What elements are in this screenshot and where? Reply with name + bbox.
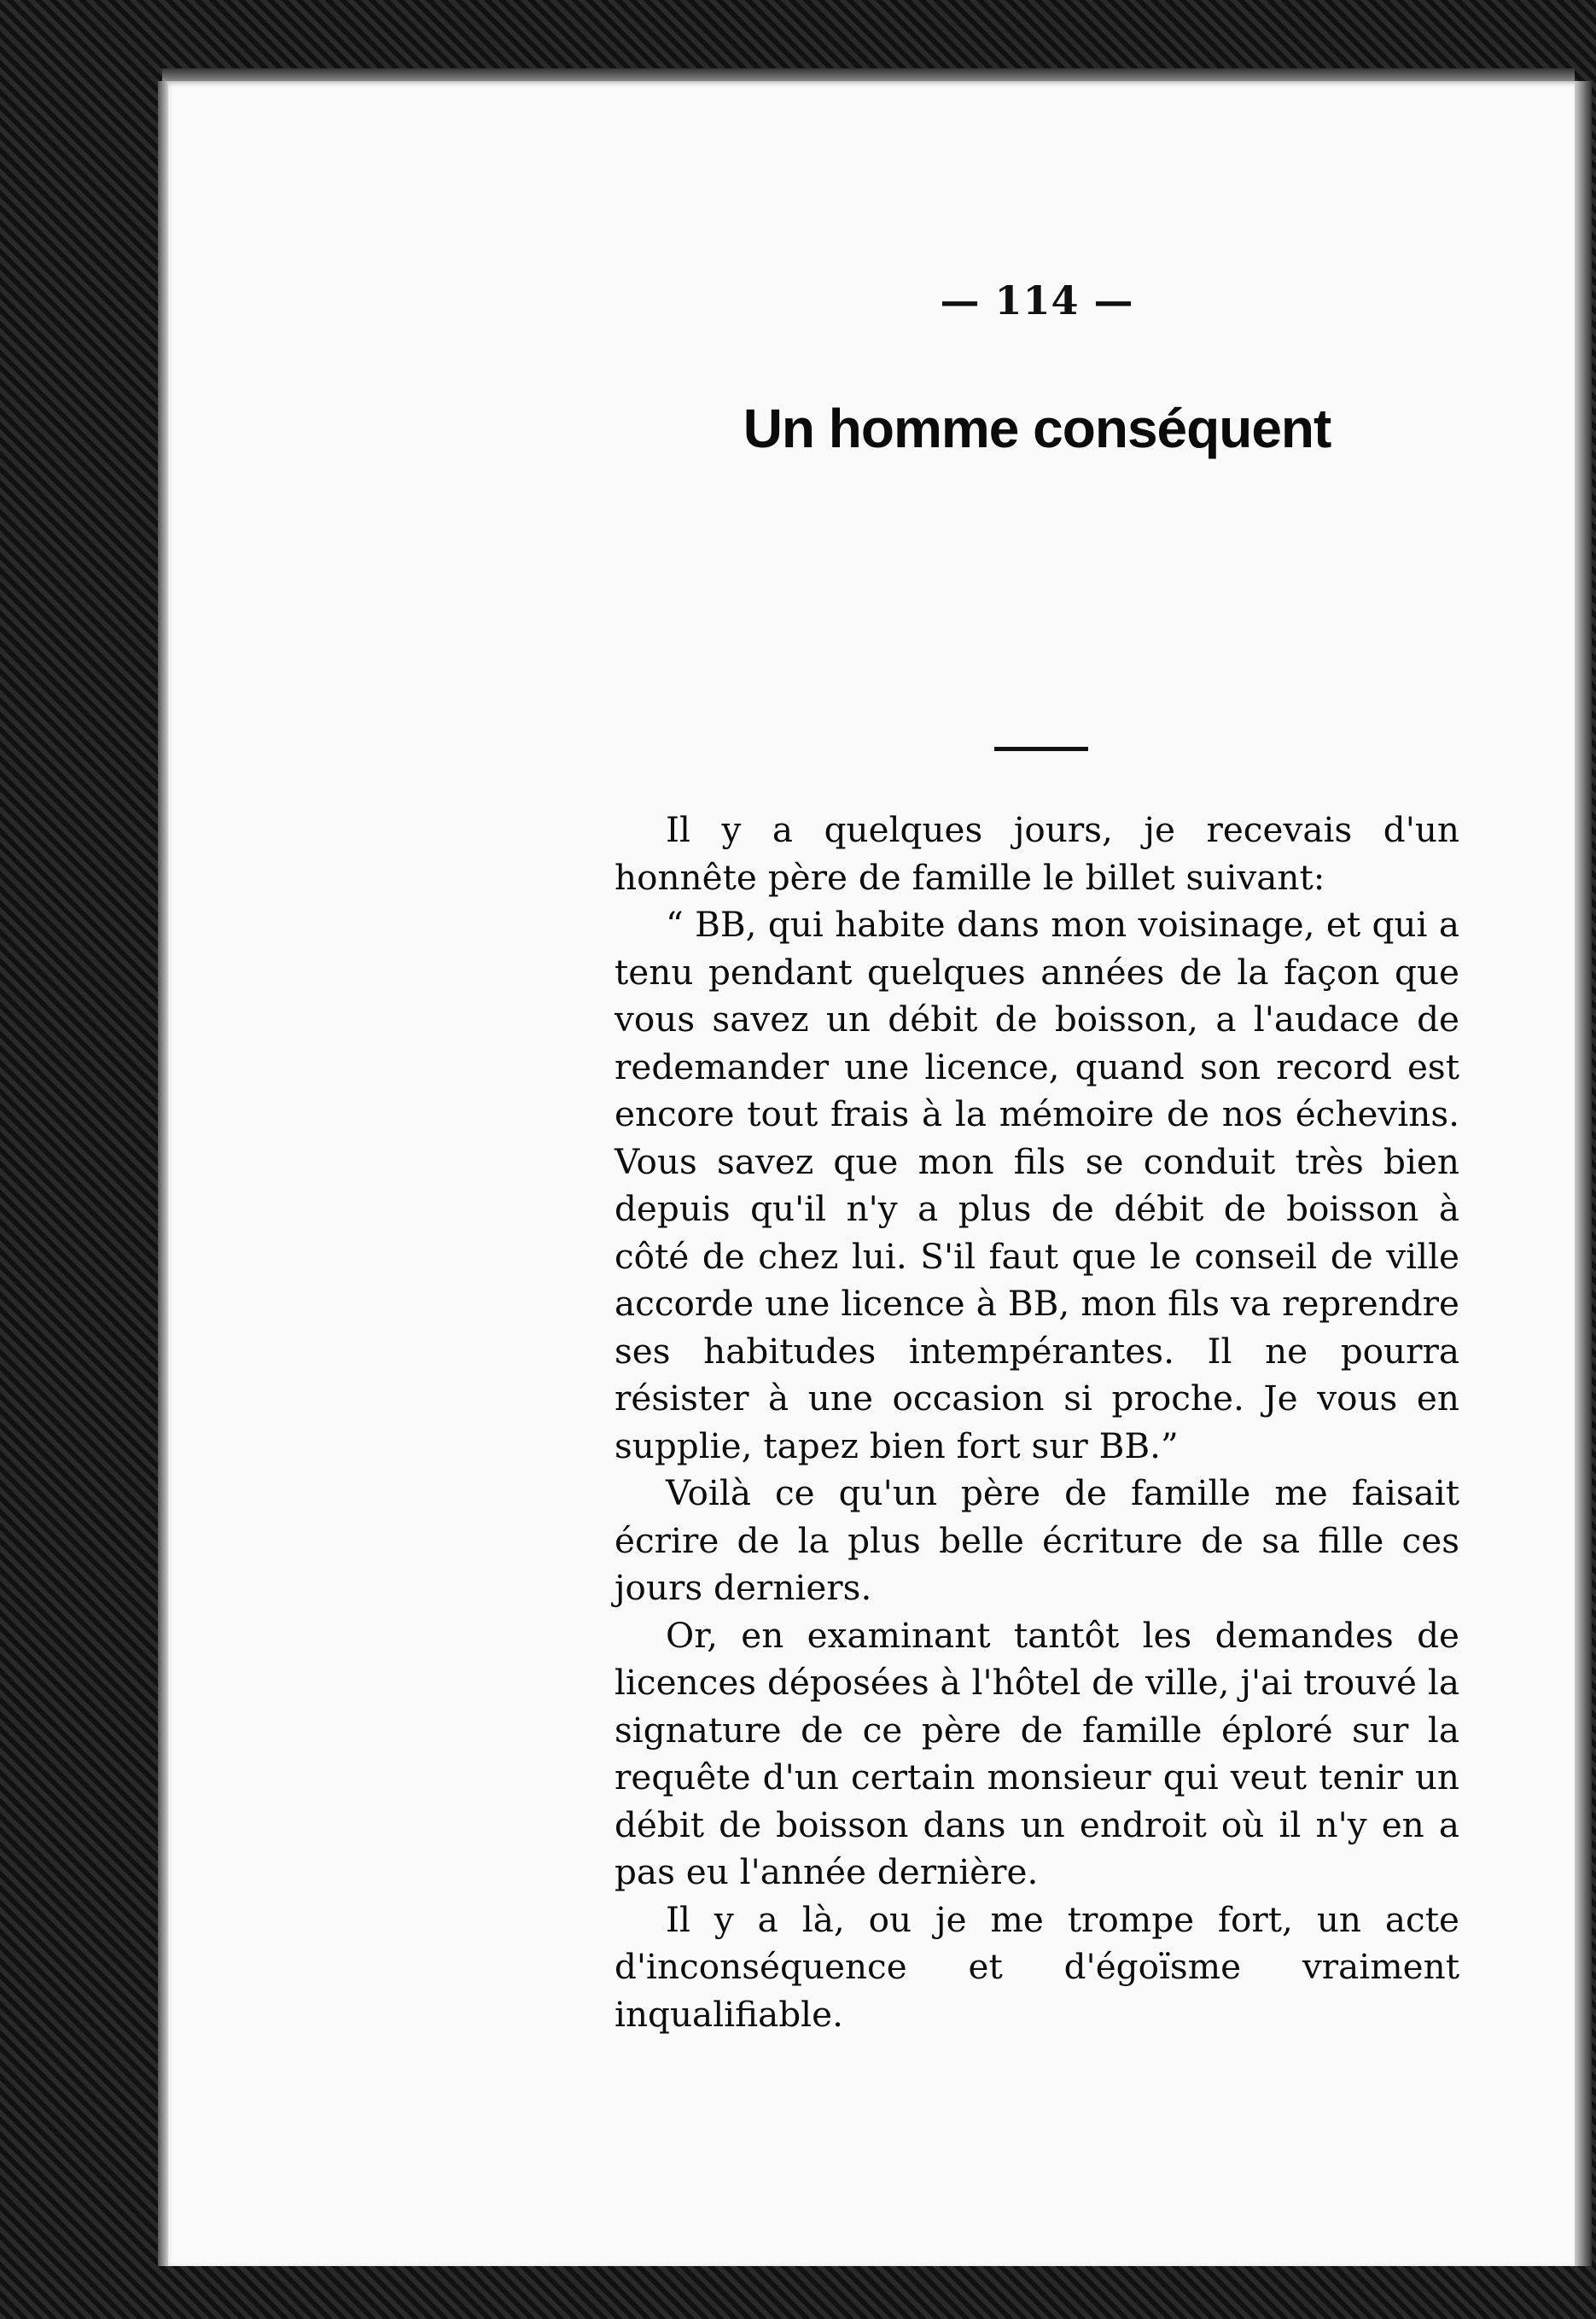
page-gutter-shadow: [158, 81, 168, 2266]
paragraph: Il y a quelques jours, je recevais d'un honnête père de famille le billet suivant:: [615, 809, 1459, 898]
paragraph: Il y a là, ou je me trompe fort, un acte d'inconséquence et d'égoïsme vraiment inqualifiable.: [615, 1898, 1459, 2035]
page-number: — 114 —: [940, 277, 1134, 323]
title-rule: [994, 747, 1088, 751]
page-right-edge: [1575, 81, 1592, 2266]
chapter-title: Un homme conséquent: [743, 398, 1331, 459]
paragraph: Or, en examinant tantôt les demandes de licences déposées à l'hôtel de ville, j'ai trouvé la signature de ce père de famille éploré sur la requête d'un certain monsieur qui veut tenir un débit de boisson dans un endroit où il n'y en a pas eu l'année dernière.: [615, 1614, 1459, 1892]
book-page: [162, 81, 1575, 2266]
paragraph: “ BB, qui habite dans mon voisinage, et qui a tenu pendant quelques années de la façon que vous savez un débit de boisson, a l'audace de redemander une licence, quand son record est encore tout frais à la mémoire de nos échevins. Vous savez que mon fils se conduit très bien depuis qu'il n'y a plus de débit de boisson à côté de chez lui. S'il faut que le conseil de ville accorde une licence à BB, mon fils va reprendre ses habitudes intempérantes. Il ne pourra résister à une occasion si proche. Je vous en supplie, tapez bien fort sur BB.”: [615, 904, 1459, 1466]
body-text: [615, 807, 1459, 2038]
paragraph: Voilà ce qu'un père de famille me faisait écrire de la plus belle écriture de sa fille ces jours derniers.: [615, 1472, 1459, 1608]
